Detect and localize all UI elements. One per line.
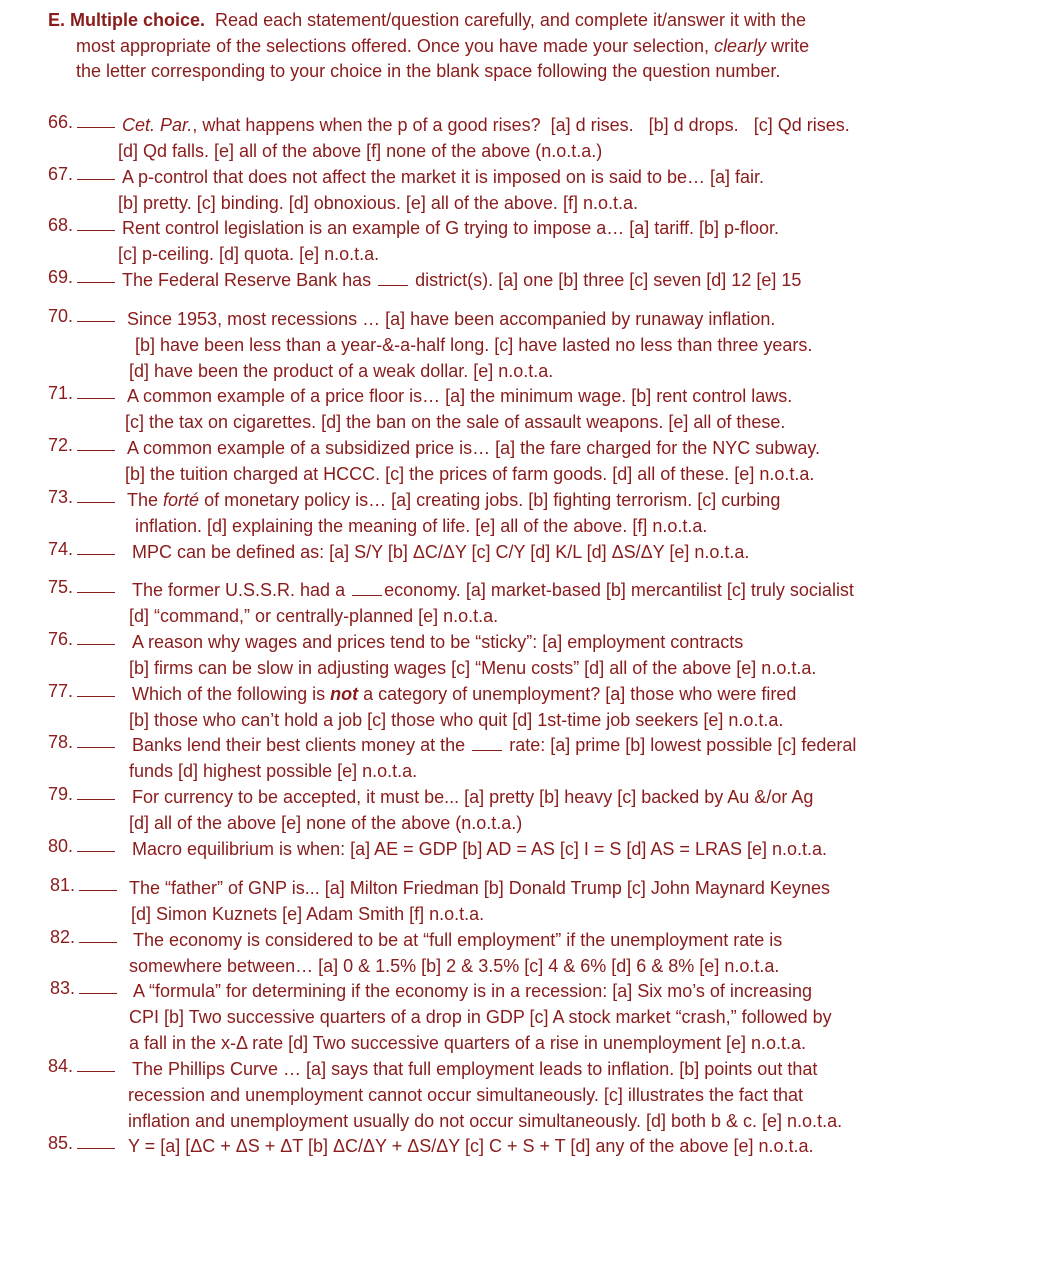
question-line: A “formula” for determining if the economy is in a recession: [a] Six mo’s of increasing (133, 981, 812, 1001)
question-text (129, 927, 783, 979)
question-number: 78. (48, 732, 115, 753)
question-number: 79. (48, 784, 115, 805)
instructions-line-3: the letter corresponding to your choice in the blank space following the question number. (76, 61, 781, 81)
answer-blank[interactable] (77, 488, 115, 503)
question-text (127, 383, 792, 435)
question-number: 84. (48, 1056, 115, 1077)
instructions-line-1 (48, 8, 908, 34)
answer-blank[interactable] (77, 837, 115, 852)
answer-blank[interactable] (77, 540, 115, 555)
answer-blank[interactable] (79, 979, 117, 994)
question-text (127, 487, 780, 539)
question-text (128, 1056, 843, 1134)
answer-blank[interactable] (77, 630, 115, 645)
fill-in-blank (378, 271, 408, 286)
question-number: 85. (48, 1133, 115, 1154)
answer-blank[interactable] (77, 436, 115, 451)
question-text (127, 306, 812, 384)
question-number: 72. (48, 435, 115, 456)
question-line: somewhere between… [a] 0 & 1.5% [b] 2 & 3.5% [c] 4 & 6% [d] 6 & 8% [e] n.o.t.a. (129, 956, 780, 976)
instructions-emphasis: clearly (714, 35, 767, 56)
answer-blank[interactable] (77, 307, 115, 322)
question-line: Banks lend their best clients money at the rate: [a] prime [b] lowest possible [c] federal (132, 735, 857, 755)
question-line: A reason why wages and prices tend to be “sticky”: [a] employment contracts (132, 632, 744, 652)
question-line: recession and unemployment cannot occur simultaneously. [c] illustrates the fact that (128, 1085, 804, 1105)
instructions-block (48, 8, 908, 85)
question-text (129, 577, 854, 629)
question-line: The “father” of GNP is... [a] Milton Friedman [b] Donald Trump [c] John Maynard Keynes (129, 878, 830, 898)
fill-in-blank (352, 581, 382, 596)
question-number: 77. (48, 681, 115, 702)
answer-blank[interactable] (77, 1057, 115, 1072)
question-number: 67. (48, 164, 115, 185)
question-number: 83. (50, 978, 117, 999)
fill-in-blank (472, 736, 502, 751)
instructions-text-2: most appropriate of the selections offered. Once you have made your selection, (76, 35, 710, 56)
instructions-line-2 (48, 34, 908, 60)
answer-blank[interactable] (77, 384, 115, 399)
question-line: a fall in the x-Δ rate [d] Two successive quarters of a rise in unemployment [e] n.o.t.a. (129, 1033, 807, 1053)
section-heading: E. Multiple choice. (48, 10, 206, 30)
answer-blank[interactable] (77, 165, 115, 180)
question-text (129, 875, 830, 927)
question-line: Macro equilibrium is when: [a] AE = GDP [b] AD = AS [c] I = S [d] AS = LRAS [e] n.o.t.a. (132, 839, 828, 859)
answer-blank[interactable] (79, 928, 117, 943)
question-number: 81. (50, 875, 117, 896)
question-text (129, 732, 857, 784)
question-number: 71. (48, 383, 115, 404)
question-line: [d] all of the above [e] none of the above (n.o.t.a.) (129, 813, 523, 833)
question-line: [c] the tax on cigarettes. [d] the ban on the sale of assault weapons. [e] all of these. (125, 412, 786, 432)
answer-blank[interactable] (77, 1134, 115, 1149)
answer-blank[interactable] (77, 733, 115, 748)
question-line: [b] those who can’t hold a job [c] those who quit [d] 1st-time job seekers [e] n.o.t.a. (129, 710, 784, 730)
answer-blank[interactable] (77, 785, 115, 800)
question-line: A common example of a price floor is… [a] the minimum wage. [b] rent control laws. (127, 386, 793, 406)
question-text (129, 629, 817, 681)
answer-blank[interactable] (77, 268, 115, 283)
question-line: Y = [a] [ΔC + ΔS + ΔT [b] ΔC/ΔY + ΔS/ΔY [c] C + S + T [d] any of the above [e] n.o.t.a. (128, 1136, 814, 1156)
question-number: 70. (48, 306, 115, 327)
question-text (132, 539, 749, 565)
question-text (118, 164, 765, 216)
question-line: The former U.S.S.R. had a economy. [a] market-based [b] mercantilist [c] truly socialist (132, 580, 854, 600)
question-line: [b] the tuition charged at HCCC. [c] the prices of farm goods. [d] all of these. [e] n.o.t.a. (125, 464, 815, 484)
question-line: Cet. Par., what happens when the p of a good rises? [a] d rises. [b] d drops. [c] Qd rises. (122, 115, 850, 135)
question-number: 74. (48, 539, 115, 560)
question-number: 76. (48, 629, 115, 650)
question-number: 80. (48, 836, 115, 857)
answer-blank[interactable] (77, 216, 115, 231)
question-line: A p-control that does not affect the market it is imposed on is said to be… [a] fair. (122, 167, 765, 187)
question-line: Which of the following is not a category of unemployment? [a] those who were fired (132, 684, 797, 704)
question-text (132, 836, 827, 862)
question-line: [d] Simon Kuznets [e] Adam Smith [f] n.o.t.a. (131, 904, 485, 924)
question-number: 66. (48, 112, 115, 133)
question-line: The economy is considered to be at “full employment” if the unemployment rate is (133, 930, 783, 950)
question-line: [b] have been less than a year-&-a-half long. [c] have lasted no less than three years. (135, 335, 813, 355)
question-text (129, 681, 797, 733)
answer-blank[interactable] (77, 113, 115, 128)
instructions-text-1: Read each statement/question carefully, and complete it/answer it with the (215, 10, 807, 30)
question-line: CPI [b] Two successive quarters of a drop in GDP [c] A stock market “crash,” followed by (129, 1007, 832, 1027)
question-line: inflation. [d] explaining the meaning of life. [e] all of the above. [f] n.o.t.a. (135, 516, 708, 536)
question-line: The Federal Reserve Bank has district(s). [a] one [b] three [c] seven [d] 12 [e] 15 (122, 270, 802, 290)
question-line: funds [d] highest possible [e] n.o.t.a. (129, 761, 418, 781)
question-line: [b] firms can be slow in adjusting wages [c] “Menu costs” [d] all of the above [e] n.o.t.a. (129, 658, 817, 678)
question-line: For currency to be accepted, it must be... [a] pretty [b] heavy [c] backed by Au &/or Ag (132, 787, 814, 807)
question-number: 73. (48, 487, 115, 508)
question-line: inflation and unemployment usually do not occur simultaneously. [d] both b & c. [e] n.o.t.a. (128, 1111, 843, 1131)
question-number: 68. (48, 215, 115, 236)
question-line: A common example of a subsidized price is… [a] the fare charged for the NYC subway. (127, 438, 820, 458)
answer-blank[interactable] (77, 682, 115, 697)
question-text (129, 978, 832, 1056)
question-text (118, 112, 850, 164)
answer-blank[interactable] (77, 578, 115, 593)
question-line: The Phillips Curve … [a] says that full employment leads to inflation. [b] points out that (132, 1059, 818, 1079)
question-text (118, 215, 779, 267)
question-line: [d] “command,” or centrally-planned [e] n.o.t.a. (129, 606, 499, 626)
question-text (129, 784, 814, 836)
answer-blank[interactable] (79, 876, 117, 891)
question-line: [c] p-ceiling. [d] quota. [e] n.o.t.a. (118, 244, 380, 264)
question-line: The forté of monetary policy is… [a] creating jobs. [b] fighting terrorism. [c] curbing (127, 490, 781, 510)
question-line: MPC can be defined as: [a] S/Y [b] ΔC/ΔY [c] C/Y [d] K/L [d] ΔS/ΔY [e] n.o.t.a. (132, 542, 750, 562)
question-line: Since 1953, most recessions … [a] have been accompanied by runaway inflation. (127, 309, 776, 329)
question-line: [d] Qd falls. [e] all of the above [f] none of the above (n.o.t.a.) (118, 141, 603, 161)
question-number: 75. (48, 577, 115, 598)
question-line: [b] pretty. [c] binding. [d] obnoxious. [e] all of the above. [f] n.o.t.a. (118, 193, 638, 213)
question-number: 69. (48, 267, 115, 288)
question-text (127, 435, 820, 487)
question-line: Rent control legislation is an example of G trying to impose a… [a] tariff. [b] p-floor. (122, 218, 779, 238)
instructions-text-2-end: write (771, 35, 810, 56)
question-line: [d] have been the product of a weak dollar. [e] n.o.t.a. (129, 361, 554, 381)
question-text (122, 267, 801, 293)
question-number: 82. (50, 927, 117, 948)
question-text (128, 1133, 814, 1159)
